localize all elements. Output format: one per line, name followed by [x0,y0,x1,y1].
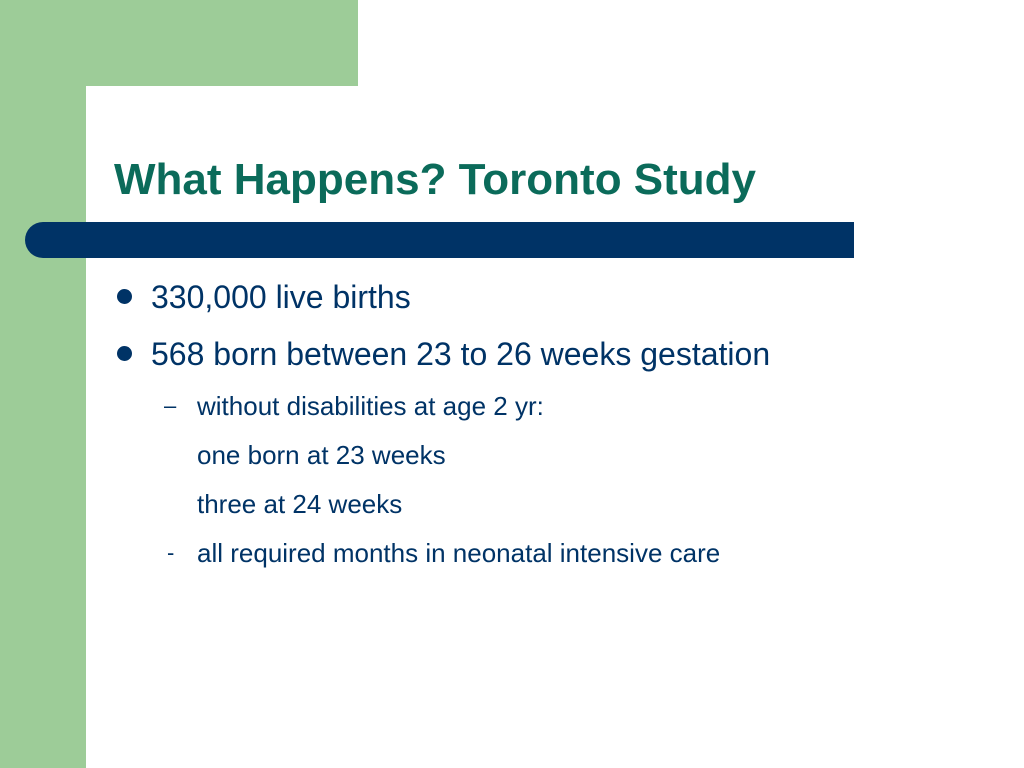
dash-icon: – [164,393,177,418]
sub-item: all required months in neonatal intensive care [197,538,721,568]
bullet-item: 330,000 live births [151,279,411,315]
slide-title: What Happens? Toronto Study [114,155,757,204]
dash-icon: - [167,540,175,565]
bullet-icon [117,289,132,304]
sub-item: one born at 23 weeks [197,440,446,470]
bullet-item: 568 born between 23 to 26 weeks gestation [151,336,771,372]
bullet-icon [117,346,132,361]
sub-item: three at 24 weeks [197,489,403,519]
sub-item: without disabilities at age 2 yr: [197,391,544,421]
